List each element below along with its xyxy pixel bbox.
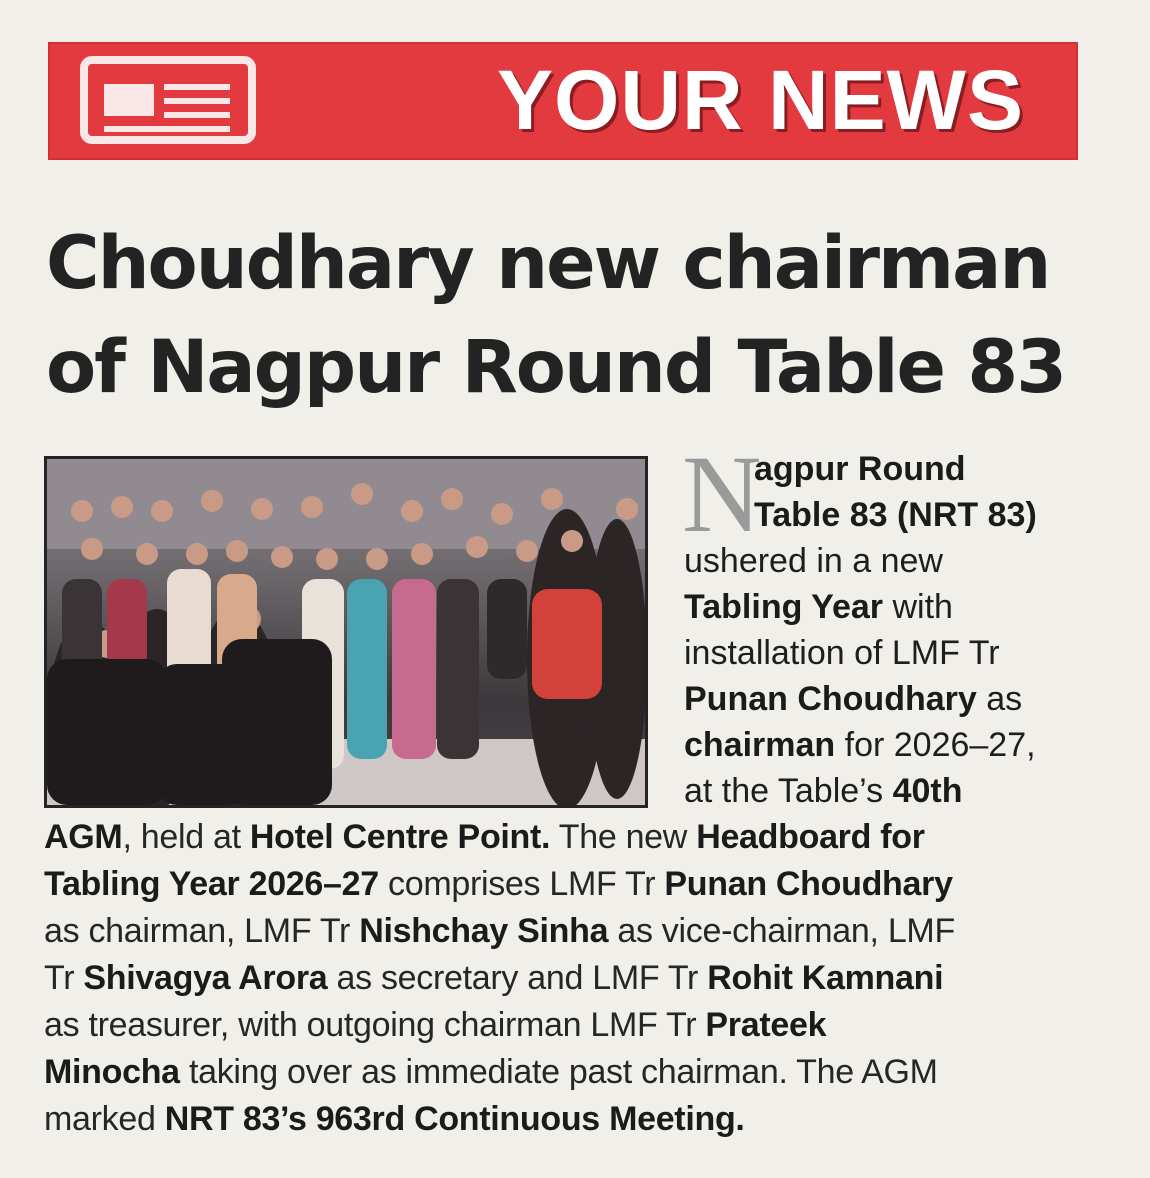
drop-cap: N [682,433,762,555]
newspaper-icon [80,56,256,144]
intro-line-1: agpur Round [754,450,966,488]
body-line-2: Tabling Year 2026–27 comprises LMF Tr Punan Choudhary [44,865,953,903]
body-line-6: Minocha taking over as immediate past chairman. The AGM [44,1053,938,1091]
body-line-1: AGM, held at Hotel Centre Point. The new Headboard for [44,818,925,856]
body-line-3: as chairman, LMF Tr Nishchay Sinha as vice-chairman, LMF [44,912,955,950]
col-line-4: Tabling Year with [684,588,953,626]
col-line-5: installation of LMF Tr [684,634,1000,672]
article-intro-lines [754,446,1084,538]
col-line-3: ushered in a new [684,542,943,580]
col-line-6: Punan Choudhary as [684,680,1023,718]
body-line-4: Tr Shivagya Arora as secretary and LMF Tr Rohit Kamnani [44,959,944,997]
headline-line-1: Choudhary new chairman [46,221,1050,306]
article-column-text [684,538,1084,814]
col-line-8: at the Table’s 40th [684,772,963,810]
body-line-7: marked NRT 83’s 963rd Continuous Meeting. [44,1100,745,1138]
col-line-7: chairman for 2026–27, [684,726,1036,764]
body-line-5: as treasurer, with outgoing chairman LMF Tr Prateek [44,1006,827,1044]
group-photo [44,456,648,808]
headline-line-2: of Nagpur Round Table 83 [46,325,1065,410]
intro-line-2: Table 83 (NRT 83) [754,496,1037,534]
article-body [44,814,1084,1143]
banner-title: YOUR NEWS [496,53,1024,147]
section-banner [48,42,1078,160]
article-headline [46,212,1065,420]
